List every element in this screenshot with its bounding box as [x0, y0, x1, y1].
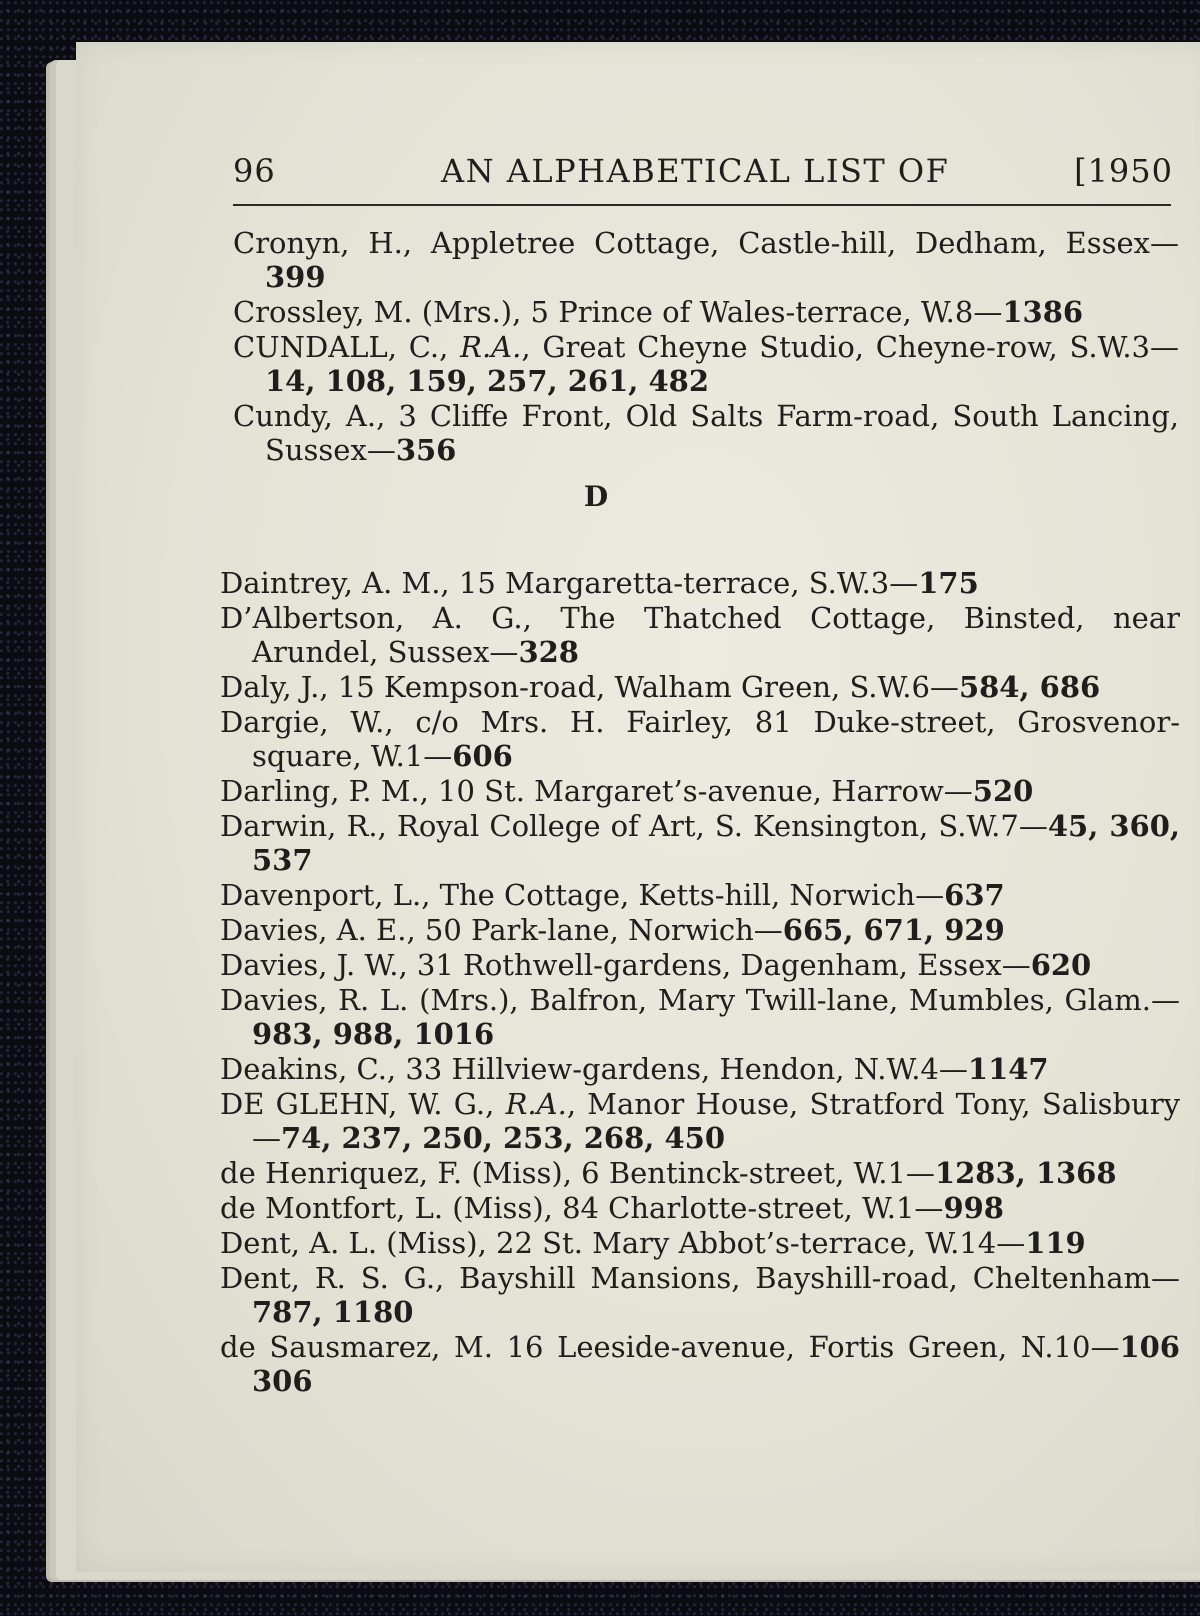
entry-address: Dent, R. S. G., Bayshill Mansions, Bayshill-road, Cheltenham—	[220, 1261, 1180, 1295]
list-entry	[220, 983, 1180, 1051]
list-entry	[220, 601, 1180, 669]
entry-address: Cronyn, H., Appletree Cottage, Castle-hill, Dedham, Essex—	[233, 226, 1179, 260]
entries-section-c	[233, 226, 1179, 468]
entry-catalogue-numbers: 45, 360, 537	[252, 809, 1180, 877]
list-entry	[220, 1261, 1180, 1329]
entry-name: CUNDALL, C.,	[233, 330, 461, 364]
page-title: AN ALPHABETICAL LIST OF	[441, 152, 950, 190]
list-entry	[233, 295, 1179, 329]
entry-address: Dent, A. L. (Miss), 22 St. Mary Abbot’s-terrace, W.14—	[220, 1226, 1026, 1260]
entry-address: Davies, A. E., 50 Park-lane, Norwich—	[220, 913, 783, 947]
entry-catalogue-numbers: 328	[518, 635, 579, 669]
list-entry	[233, 226, 1179, 294]
entry-address: Daintrey, A. M., 15 Margaretta-terrace, S.W.3—	[220, 566, 919, 600]
entry-address: Cundy, A., 3 Cliffe Front, Old Salts Farm-road, South Lancing, Sussex—	[233, 399, 1179, 467]
list-entry	[220, 1052, 1180, 1086]
header-rule	[233, 204, 1171, 206]
list-entry	[220, 566, 1180, 600]
list-entry	[220, 1226, 1180, 1260]
entry-honorific: R.A.	[460, 330, 522, 364]
list-entry	[220, 948, 1180, 982]
entry-catalogue-numbers: 14, 108, 159, 257, 261, 482	[265, 364, 709, 398]
list-entry	[233, 399, 1179, 467]
entry-address: de Henriquez, F. (Miss), 6 Bentinck-street, W.1—	[220, 1156, 935, 1190]
list-entry	[220, 878, 1180, 912]
entry-catalogue-numbers: 356	[395, 433, 457, 467]
entry-catalogue-numbers: 637	[944, 878, 1005, 912]
entry-catalogue-numbers: 520	[972, 774, 1034, 808]
entry-catalogue-numbers: 665, 671, 929	[782, 913, 1005, 947]
entry-catalogue-numbers: 1386	[1002, 295, 1084, 329]
section-letter: D	[583, 480, 609, 513]
list-entry	[233, 330, 1179, 398]
list-entry	[220, 1156, 1180, 1190]
entry-address: Crossley, M. (Mrs.), 5 Prince of Wales-terrace, W.8—	[233, 295, 1003, 329]
entry-name: DE GLEHN, W. G.,	[220, 1087, 506, 1121]
entry-catalogue-numbers: 983, 988, 1016	[252, 1017, 495, 1051]
entry-catalogue-numbers: 620	[1030, 948, 1092, 982]
entry-address: D’Albertson, A. G., The Thatched Cottage, Binsted, near Arundel, Sussex—	[220, 601, 1180, 669]
entry-catalogue-numbers: 998	[943, 1191, 1004, 1225]
list-entry	[220, 1191, 1180, 1225]
page-number: 96	[233, 152, 276, 190]
entry-catalogue-numbers: 119	[1025, 1226, 1086, 1260]
entry-honorific: R.A.	[505, 1087, 567, 1121]
entry-address: de Sausmarez, M. 16 Leeside-avenue, Fortis Green, N.10—	[220, 1330, 1120, 1364]
entry-address: Darling, P. M., 10 St. Margaret’s-avenue, Harrow—	[220, 774, 973, 808]
section-letter-heading	[0, 480, 1200, 513]
entry-catalogue-numbers: 106 306	[252, 1330, 1180, 1398]
header-year: [1950	[1074, 152, 1173, 190]
list-entry	[220, 1330, 1180, 1398]
entry-address: de Montfort, L. (Miss), 84 Charlotte-street, W.1—	[220, 1191, 944, 1225]
entry-address: , Manor House, Stratford Tony, Salisbury—	[252, 1087, 1180, 1155]
entry-catalogue-numbers: 175	[918, 566, 979, 600]
entries-section-d	[220, 566, 1180, 1399]
list-entry	[220, 670, 1180, 704]
entry-address: Dargie, W., c/o Mrs. H. Fairley, 81 Duke-street, Grosvenor-square, W.1—	[220, 705, 1180, 773]
list-entry	[220, 774, 1180, 808]
entry-address: Deakins, C., 33 Hillview-gardens, Hendon, N.W.4—	[220, 1052, 968, 1086]
entry-address: Davenport, L., The Cottage, Ketts-hill, Norwich—	[220, 878, 945, 912]
entry-address: Daly, J., 15 Kempson-road, Walham Green, S.W.6—	[220, 670, 959, 704]
entry-address: Davies, J. W., 31 Rothwell-gardens, Dagenham, Essex—	[220, 948, 1031, 982]
entry-address: Davies, R. L. (Mrs.), Balfron, Mary Twill-lane, Mumbles, Glam.—	[220, 983, 1180, 1017]
list-entry	[220, 809, 1180, 877]
entry-catalogue-numbers: 584, 686	[958, 670, 1101, 704]
entry-catalogue-numbers: 787, 1180	[252, 1295, 414, 1329]
entry-catalogue-numbers: 399	[265, 260, 326, 294]
entry-catalogue-numbers: 1147	[967, 1052, 1049, 1086]
list-entry	[220, 705, 1180, 773]
list-entry	[220, 913, 1180, 947]
entry-address: Darwin, R., Royal College of Art, S. Kensington, S.W.7—	[220, 809, 1048, 843]
entry-address: , Great Cheyne Studio, Cheyne-row, S.W.3—	[521, 330, 1180, 364]
entry-catalogue-numbers: 606	[452, 739, 513, 773]
list-entry	[220, 1087, 1180, 1155]
entry-catalogue-numbers: 74, 237, 250, 253, 268, 450	[281, 1121, 725, 1155]
running-header	[233, 152, 1173, 196]
entry-catalogue-numbers: 1283, 1368	[934, 1156, 1117, 1190]
